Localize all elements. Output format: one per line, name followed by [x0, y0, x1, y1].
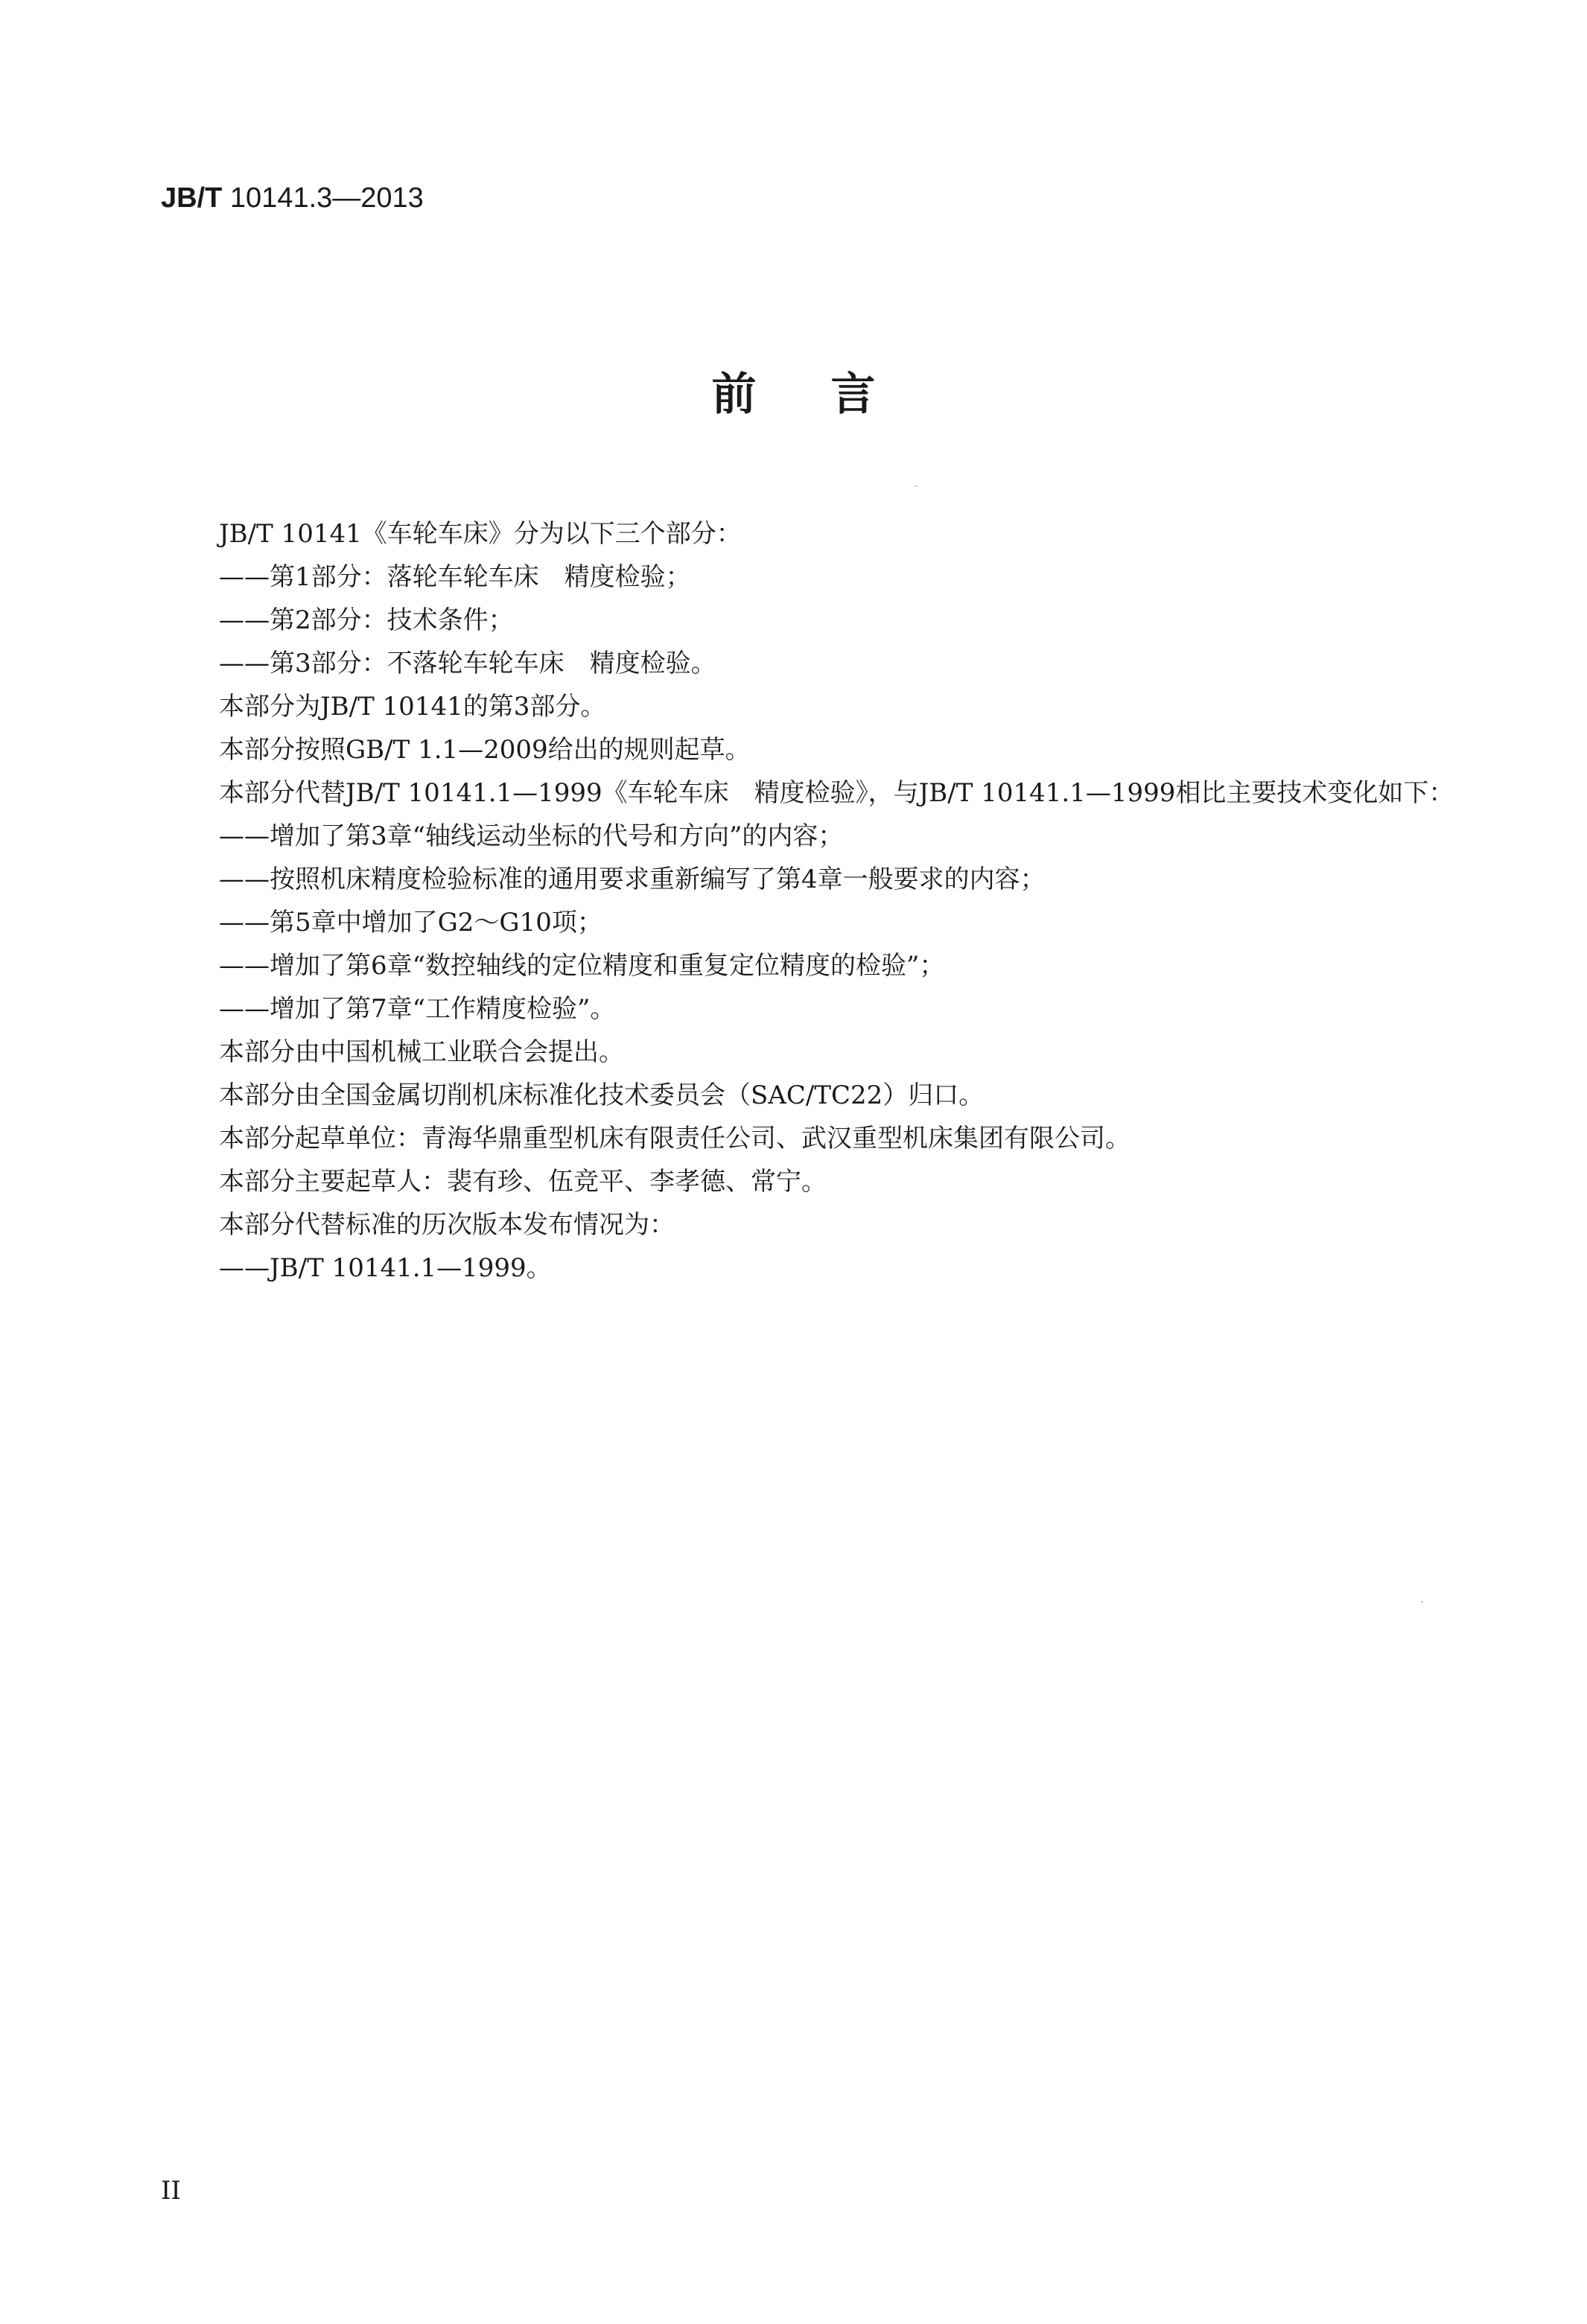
- list-item-part2: ——第2部分：技术条件；: [219, 605, 514, 635]
- standard-code-number: 10141.3—2013: [222, 182, 424, 214]
- paragraph-version-history: 本部分代替标准的历次版本发布情况为：: [219, 1210, 675, 1240]
- list-item-change-chapter4: ——按照机床精度检验标准的通用要求重新编写了第4章一般要求的内容；: [219, 865, 1046, 894]
- paragraph-this-part: 本部分为JB/T 10141的第3部分。: [219, 692, 606, 722]
- scan-speck: [1421, 1601, 1423, 1602]
- foreword-body: [161, 512, 1457, 1290]
- standard-code-header: [161, 179, 424, 217]
- list-item-previous-version: ——JB/T 10141.1—1999。: [219, 1253, 552, 1283]
- list-item-part3: ——第3部分：不落轮车轮车床 精度检验。: [219, 649, 716, 678]
- paragraph-drafting-units: 本部分起草单位：青海华鼎重型机床有限责任公司、武汉重型机床集团有限公司。: [219, 1124, 1130, 1153]
- list-item-change-chapter3: ——增加了第3章“轴线运动坐标的代号和方向”的内容；: [219, 821, 844, 851]
- paragraph-proposed-by: 本部分由中国机械工业联合会提出。: [219, 1037, 624, 1067]
- foreword-title: 前言: [711, 369, 950, 421]
- paragraph-parts-intro: JB/T 10141《车轮车床》分为以下三个部分：: [219, 519, 742, 549]
- paragraph-replacement: 本部分代替JB/T 10141.1—1999《车轮车床 精度检验》，与JB/T 10141.1—1999相比主要技术变化如下：: [219, 778, 1454, 808]
- page-number: II: [161, 2176, 181, 2206]
- paragraph-centralized-by: 本部分由全国金属切削机床标准化技术委员会（SAC/TC22）归口。: [219, 1080, 985, 1110]
- paragraph-drafters: 本部分主要起草人：裴有珍、伍竞平、李孝德、常宁。: [219, 1167, 827, 1197]
- list-item-change-chapter5: ——第5章中增加了G2～G10项；: [219, 908, 602, 937]
- list-item-change-chapter7: ——增加了第7章“工作精度检验”。: [219, 994, 616, 1024]
- paragraph-drafting-rules: 本部分按照GB/T 1.1—2009给出的规则起草。: [219, 735, 751, 765]
- list-item-part1: ——第1部分：落轮车轮车床 精度检验；: [219, 562, 691, 592]
- list-item-change-chapter6: ——增加了第6章“数控轴线的定位精度和重复定位精度的检验”；: [219, 951, 945, 981]
- scan-speck: [915, 486, 917, 487]
- standard-code-prefix: JB/T: [161, 182, 223, 214]
